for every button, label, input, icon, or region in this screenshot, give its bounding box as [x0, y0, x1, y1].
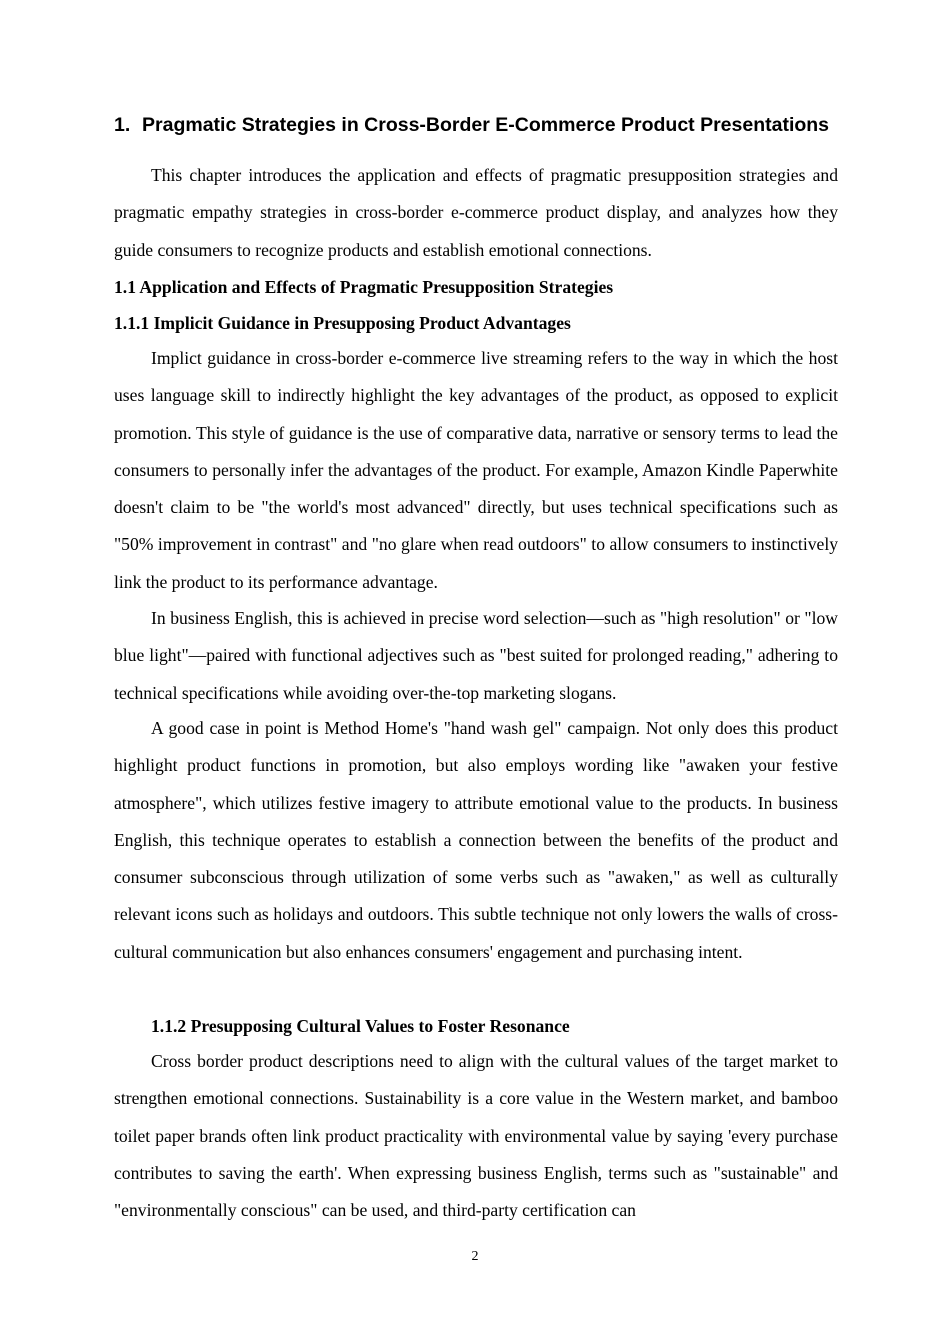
section-heading-1-1-2: 1.1.2 Presupposing Cultural Values to Foster Resonance — [151, 1016, 570, 1036]
chapter-title-text: Pragmatic Strategies in Cross-Border E-Commerce Product Presentations — [142, 114, 830, 136]
chapter-title — [114, 112, 838, 138]
page-number: 2 — [471, 1249, 479, 1264]
section-heading-1-1: 1.1 Application and Effects of Pragmatic Presupposition Strategies — [114, 277, 614, 297]
section-heading-1-1-1: 1.1.1 Implicit Guidance in Presupposing Product Advantages — [114, 313, 571, 333]
intro-paragraph: This chapter introduces the application and effects of pragmatic presupposition strategies and pragmatic empathy strategies in cross-border e-commerce product display, and analyzes how they guide consumers to recognize products and establish emotional connections. — [114, 165, 838, 260]
body-paragraph: Cross border product descriptions need to align with the cultural values of the target market to strengthen emotional connections. Sustainability is a core value in the Western market, and bamboo toilet paper brands often link product practicality with environmental value by saying 'every purchase contributes to saving the earth'. When expressing business English, terms such as "sustainable" and "environmentally conscious" can be used, and third-party certification can — [114, 1051, 838, 1221]
body-paragraph: In business English, this is achieved in precise word selection—such as "high resolution" or "low blue light"—paired with functional adjectives such as "best suited for prolonged reading," adhering to technical specifications while avoiding over-the-top marketing slogans. — [114, 608, 838, 703]
chapter-number: 1. — [114, 114, 131, 136]
body-paragraph: Implict guidance in cross-border e-commerce live streaming refers to the way in which the host uses language skill to indirectly highlight the key advantages of the product, as opposed to explicit promotion. This style of guidance is the use of comparative data, narrative or sensory terms to lead the consumers to personally infer the advantages of the product. For example, Amazon Kindle Paperwhite doesn't claim to be "the world's most advanced" directly, but uses technical specifications such as "50% improvement in contrast" and "no glare when read outdoors" to allow consumers to instinctively link the product to its performance advantage. — [114, 348, 838, 592]
body-paragraph: A good case in point is Method Home's "hand wash gel" campaign. Not only does this product highlight product functions in promotion, but also employs wording like "awaken your festive atmosphere", which utilizes festive imagery to attribute emotional value to the products. In business English, this technique operates to establish a connection between the benefits of the product and consumer subconscious through utilization of some verbs such as "awaken," as well as culturally relevant icons such as holidays and outdoors. This subtle technique not only lowers the walls of cross-cultural communication but also enhances consumers' engagement and purchasing intent. — [114, 718, 838, 962]
